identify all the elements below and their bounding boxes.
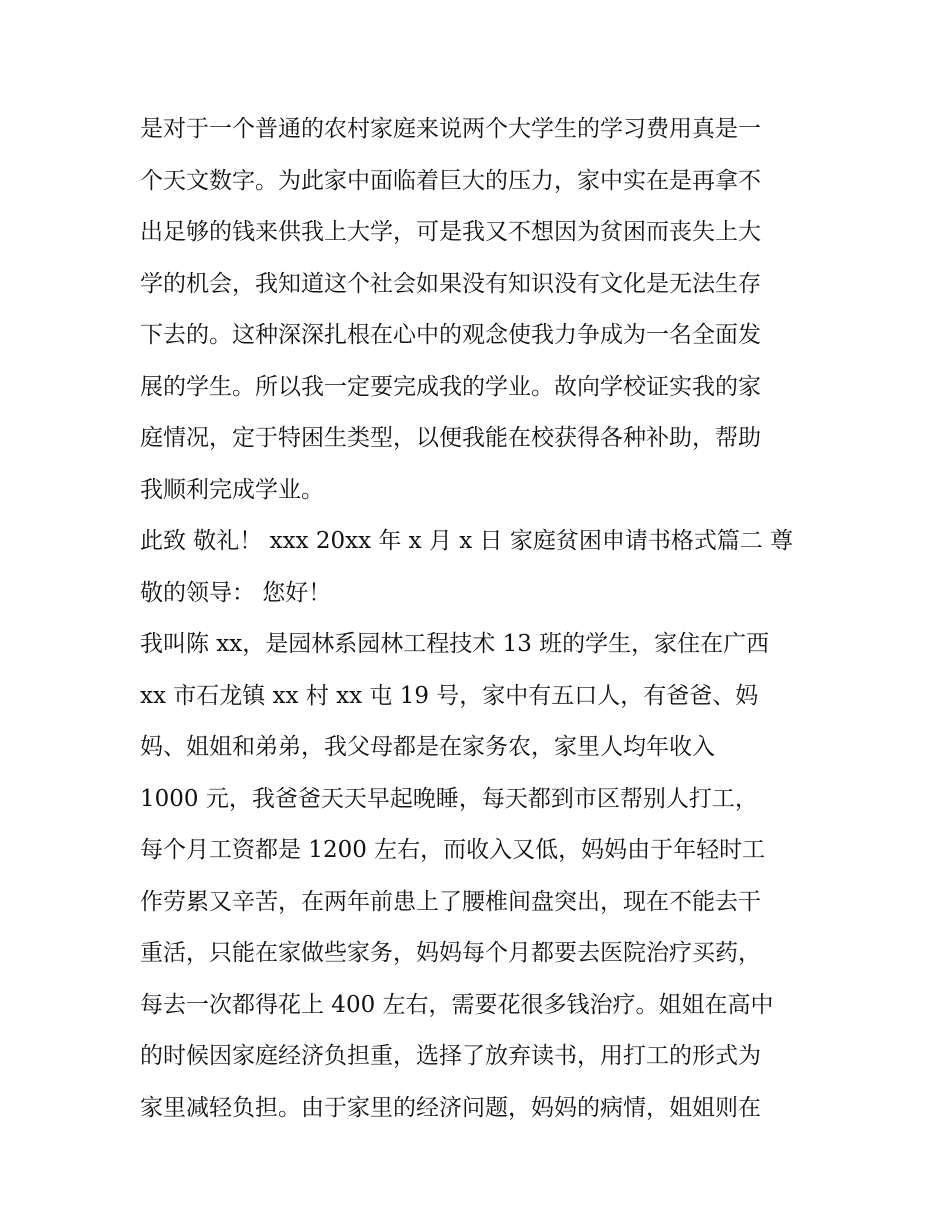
text-line: 重活，只能在家做些家务，妈妈每个月都要去医院治疗买药，: [140, 940, 761, 966]
text-line: 出足够的钱来供我上大学，可是我又不想因为贫困而丧失上大: [140, 219, 761, 245]
text-line: 每个月工资都是 1200 左右，而收入又低，妈妈由于年轻时工: [140, 837, 766, 863]
text-line: 妈、姐姐和弟弟，我父母都是在家务农，家里人均年收入: [140, 734, 715, 760]
text-line: 我叫陈 xx，是园林系园林工程技术 13 班的学生，家住在广西: [140, 631, 770, 657]
text-line: 敬的领导： 您好！: [140, 579, 332, 606]
text-line: xx 市石龙镇 xx 村 xx 屯 19 号，家中有五口人，有爸爸、妈: [140, 682, 759, 709]
text-line: 展的学生。所以我一定要完成我的学业。故向学校证实我的家: [140, 373, 761, 400]
text-line: 学的机会，我知道这个社会如果没有知识没有文化是无法生存: [140, 270, 761, 297]
text-line: 每去一次都得花上 400 左右，需要花很多钱治疗。姐姐在高中: [140, 991, 774, 1018]
text-line: 作劳累又辛苦，在两年前患上了腰椎间盘突出，现在不能去干: [140, 888, 761, 915]
text-line: 1000 元，我爸爸天天早起晚睡，每天都到市区帮别人打工，: [140, 785, 758, 812]
text-line: 下去的。这种深深扎根在心中的观念使我力争成为一名全面发: [140, 322, 761, 348]
document-body: [140, 104, 820, 1134]
text-line: 是对于一个普通的农村家庭来说两个大学生的学习费用真是一: [140, 116, 761, 142]
text-line: 我顺利完成学业。: [140, 476, 324, 503]
text-line: 家里减轻负担。由于家里的经济问题，妈妈的病情，姐姐则在: [140, 1094, 761, 1121]
text-line: 庭情况，定于特困生类型，以便我能在校获得各种补助，帮助: [140, 425, 761, 451]
text-line: 个天文数字。为此家中面临着巨大的压力，家中实在是再拿不: [140, 167, 761, 194]
text-line: 此致 敬礼！ xxx 20xx 年 x 月 x 日 家庭贫困申请书格式篇二 尊: [140, 528, 794, 554]
text-line: 的时候因家庭经济负担重，选择了放弃读书，用打工的形式为: [140, 1043, 761, 1069]
